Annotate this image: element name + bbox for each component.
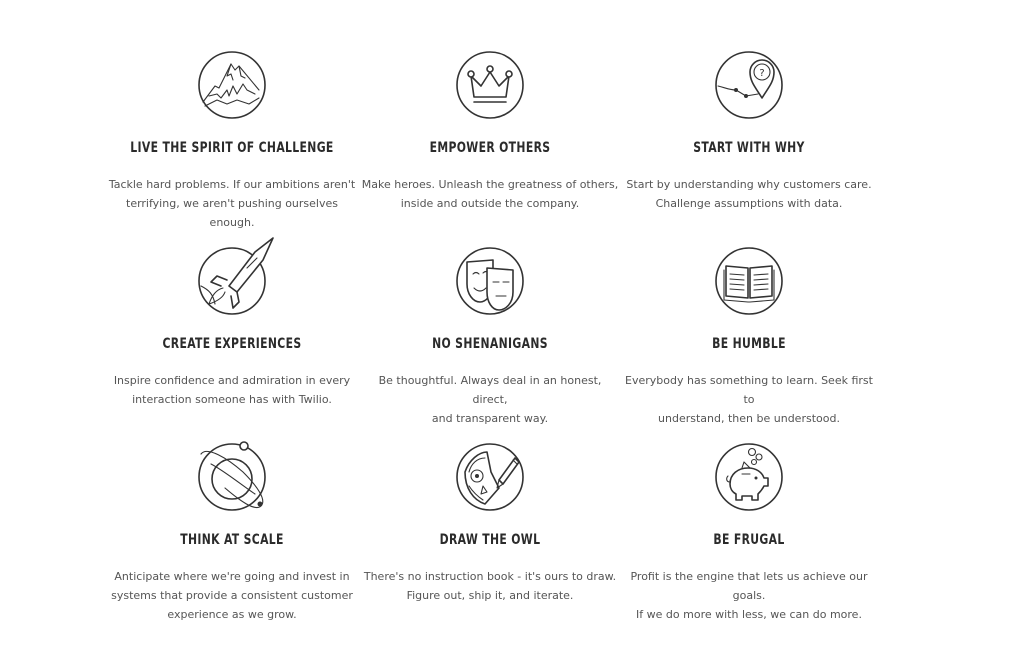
- description-line: and transparent way.: [431, 412, 549, 425]
- owl-icon: [455, 442, 525, 512]
- rocket-icon: [197, 246, 267, 316]
- value-title: CREATE EXPERIENCES: [162, 336, 302, 352]
- description-line: Profit is the engine that lets us achieve our goals.: [630, 570, 868, 602]
- description-line: Challenge assumptions with data.: [655, 197, 843, 210]
- mountain-icon: [197, 50, 267, 120]
- masks-icon: [455, 246, 525, 316]
- value-description: [360, 567, 620, 605]
- value-description: [619, 175, 879, 213]
- description-line: Inspire confidence and admiration in every: [113, 374, 351, 387]
- value-title: START WITH WHY: [693, 140, 805, 156]
- question-pin-icon: [714, 50, 784, 120]
- description-line: Anticipate where we're going and invest in: [114, 570, 350, 583]
- value-description: [102, 175, 362, 232]
- svg-text:?: ?: [759, 68, 765, 79]
- description-line: experience as we grow.: [167, 608, 297, 621]
- book-icon: [714, 246, 784, 316]
- value-title: LIVE THE SPIRIT OF CHALLENGE: [130, 140, 334, 156]
- value-title: EMPOWER OTHERS: [429, 140, 551, 156]
- description-line: Start by understanding why customers care.: [626, 178, 872, 191]
- description-line: If we do more with less, we can do more.: [636, 608, 862, 621]
- description-line: understand, then be understood.: [658, 412, 840, 425]
- description-line: There's no instruction book - it's ours to draw.: [363, 570, 617, 583]
- value-description: [102, 371, 362, 409]
- value-description: [102, 567, 362, 624]
- piggy-bank-icon: [714, 442, 784, 512]
- description-line: systems that provide a consistent customer: [111, 589, 353, 602]
- description-line: Tackle hard problems. If our ambitions aren't: [108, 178, 356, 191]
- value-title: BE FRUGAL: [713, 532, 785, 548]
- description-line: Everybody has something to learn. Seek first to: [625, 374, 873, 406]
- value-title: NO SHENANIGANS: [432, 336, 548, 352]
- description-line: terrifying, we aren't pushing ourselves enough.: [126, 197, 338, 229]
- description-line: Figure out, ship it, and iterate.: [406, 589, 574, 602]
- planet-icon: [197, 442, 267, 512]
- value-title: BE HUMBLE: [712, 336, 786, 352]
- description-line: inside and outside the company.: [400, 197, 580, 210]
- crown-icon: [455, 50, 525, 120]
- value-description: [360, 175, 620, 213]
- description-line: Make heroes. Unleash the greatness of others,: [361, 178, 619, 191]
- value-description: [360, 371, 620, 428]
- value-description: [619, 567, 879, 624]
- description-line: interaction someone has with Twilio.: [132, 393, 332, 406]
- value-description: [619, 371, 879, 428]
- value-title: DRAW THE OWL: [439, 532, 541, 548]
- value-title: THINK AT SCALE: [180, 532, 284, 548]
- description-line: Be thoughtful. Always deal in an honest, direct,: [378, 374, 602, 406]
